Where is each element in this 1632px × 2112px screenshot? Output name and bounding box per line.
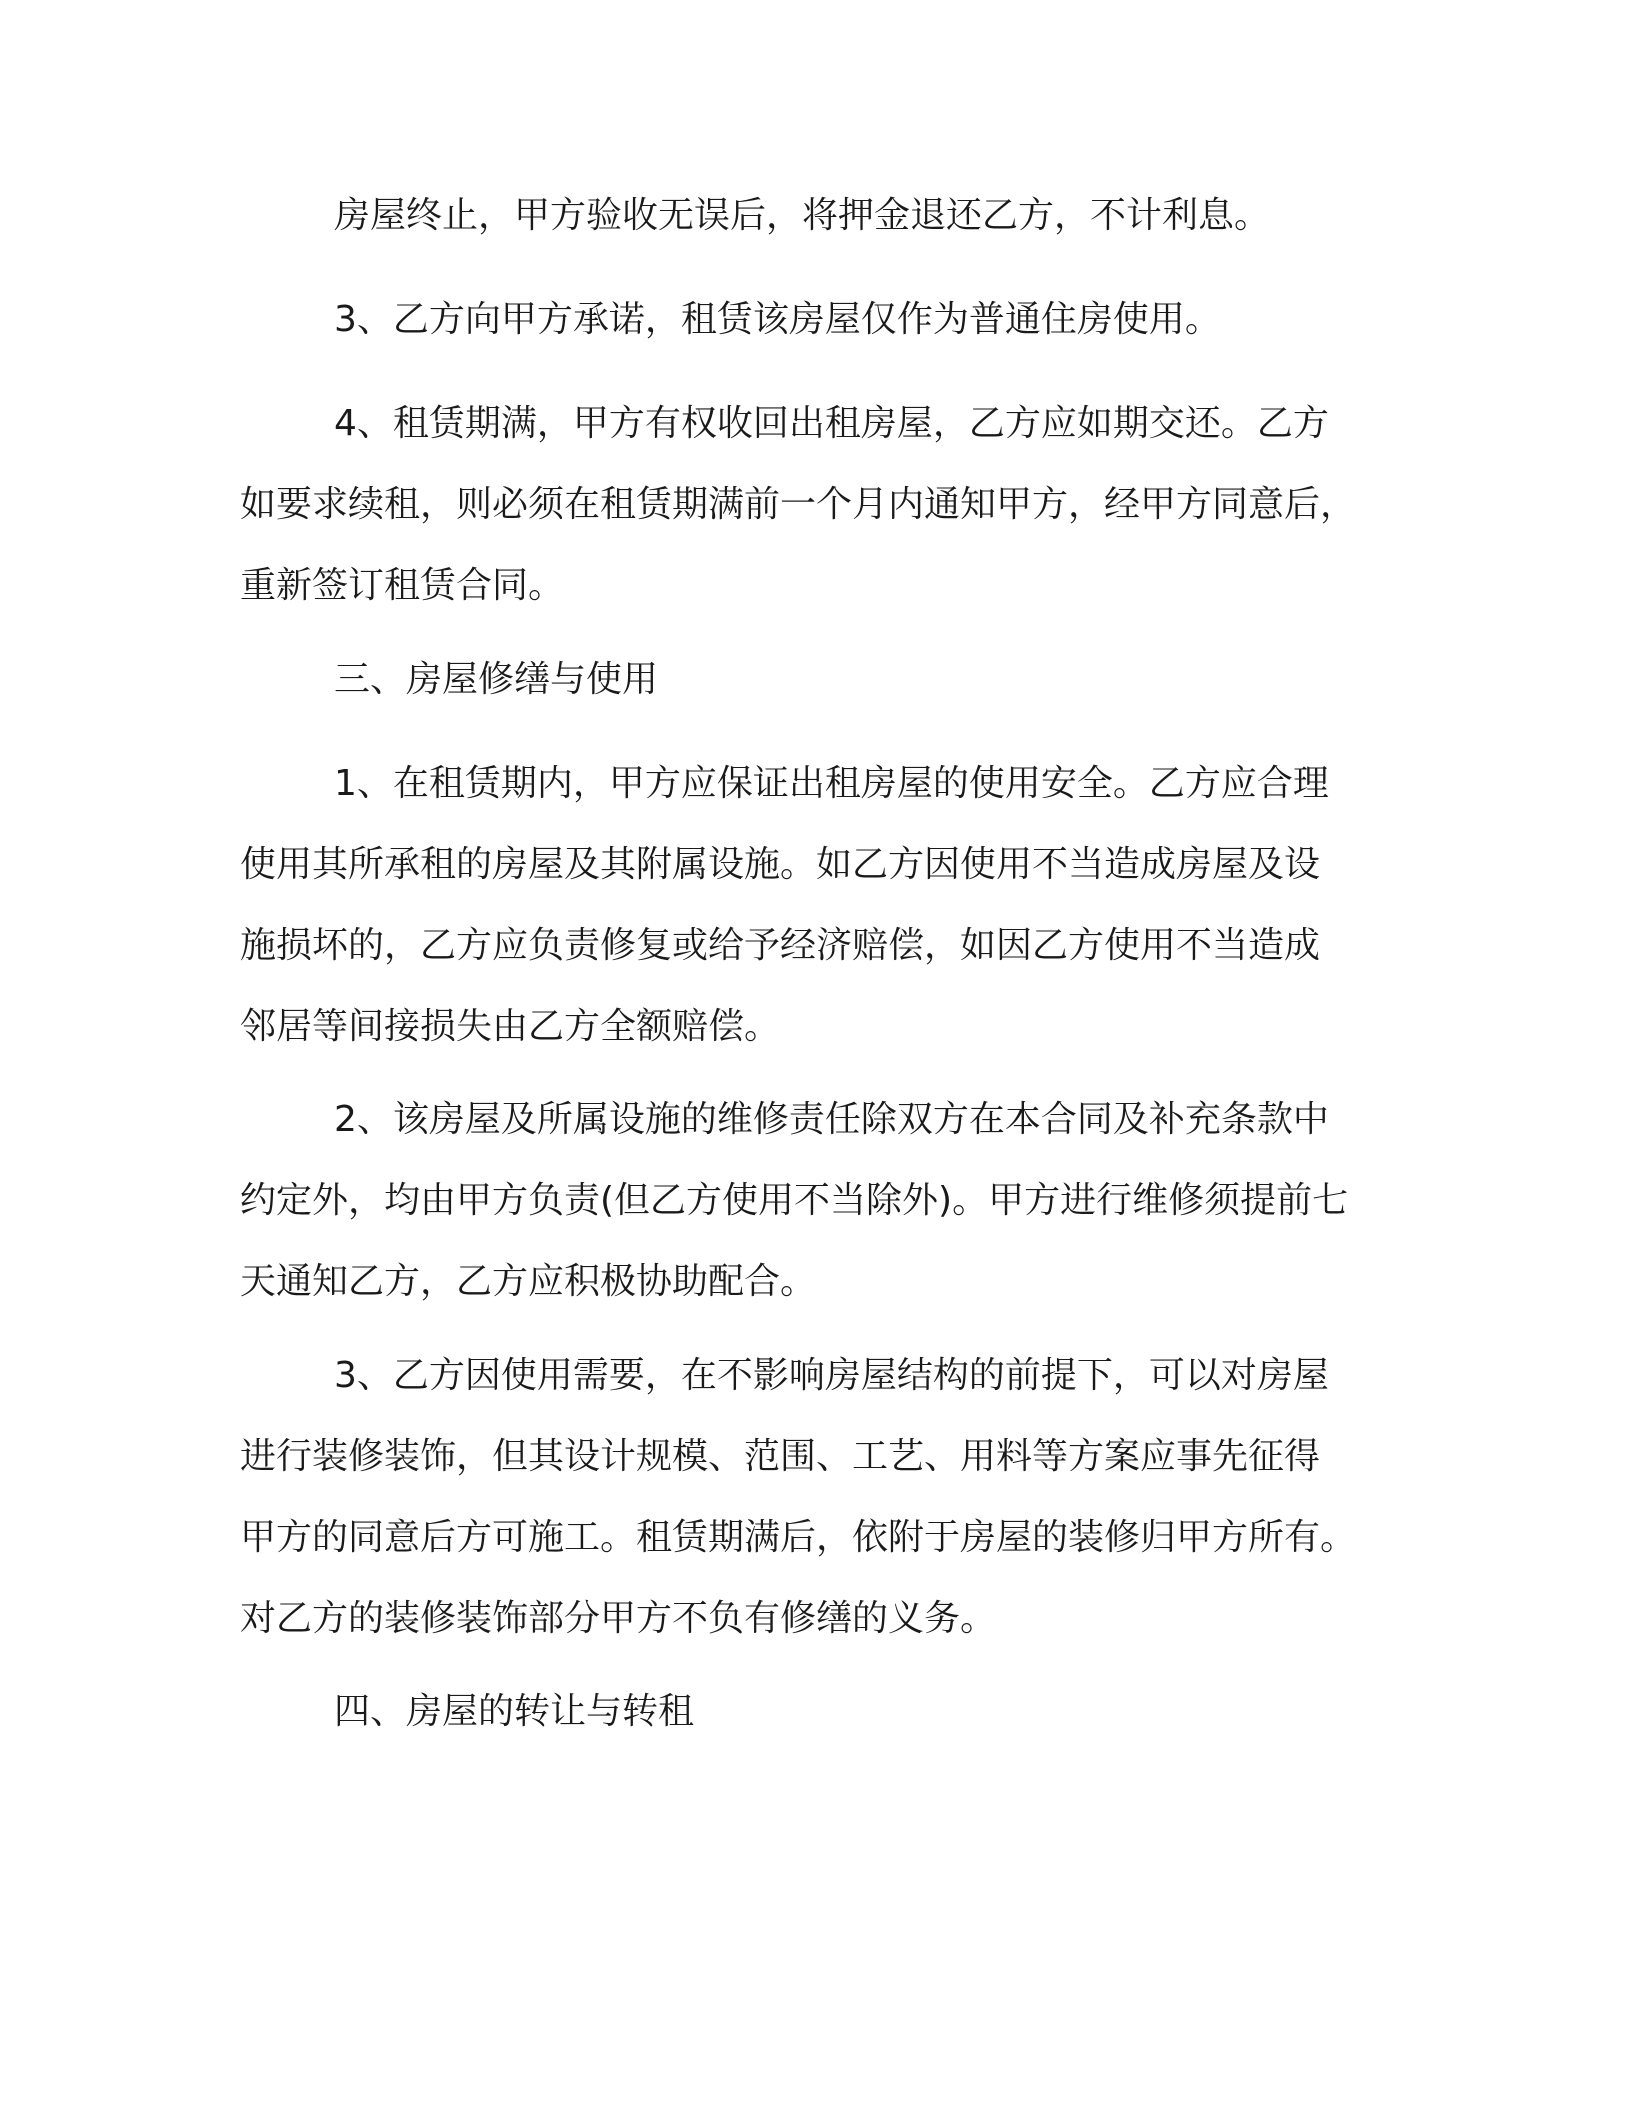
- text-line-2: 3、乙方向甲方承诺，租赁该房屋仅作为普通住房使用。: [334, 299, 1221, 340]
- text-line-15: 进行装修装饰，但其设计规模、范围、工艺、用料等方案应事先征得: [240, 1436, 1321, 1477]
- text-line-13: 天通知乙方，乙方应积极协助配合。: [240, 1261, 817, 1302]
- text-line-11: 2、该房屋及所属设施的维修责任除双方在本合同及补充条款中: [334, 1099, 1329, 1140]
- text-line-5: 重新签订租赁合同。: [240, 565, 565, 606]
- section-heading-3: 三、房屋修缮与使用: [334, 659, 659, 700]
- text-line-1: 房屋终止，甲方验收无误后，将押金退还乙方，不计利息。: [334, 195, 1271, 236]
- text-line-16: 甲方的同意后方可施工。租赁期满后，依附于房屋的装修归甲方所有。: [240, 1517, 1357, 1558]
- text-line-4: 如要求续租，则必须在租赁期满前一个月内通知甲方，经甲方同意后，: [240, 484, 1357, 525]
- text-line-10: 邻居等间接损失由乙方全额赔偿。: [240, 1006, 781, 1047]
- section-heading-4: 四、房屋的转让与转租: [334, 1691, 695, 1732]
- text-line-9: 施损坏的，乙方应负责修复或给予经济赔偿，如因乙方使用不当造成: [240, 925, 1321, 966]
- text-line-7: 1、在租赁期内，甲方应保证出租房屋的使用安全。乙方应合理: [334, 763, 1329, 804]
- text-line-14: 3、乙方因使用需要，在不影响房屋结构的前提下，可以对房屋: [334, 1355, 1329, 1396]
- text-line-12: 约定外，均由甲方负责(但乙方使用不当除外)。甲方进行维修须提前七: [240, 1180, 1349, 1221]
- text-line-3: 4、租赁期满，甲方有权收回出租房屋，乙方应如期交还。乙方: [334, 403, 1329, 444]
- text-line-17: 对乙方的装修装饰部分甲方不负有修缮的义务。: [240, 1598, 997, 1639]
- text-line-8: 使用其所承租的房屋及其附属设施。如乙方因使用不当造成房屋及设: [240, 844, 1321, 885]
